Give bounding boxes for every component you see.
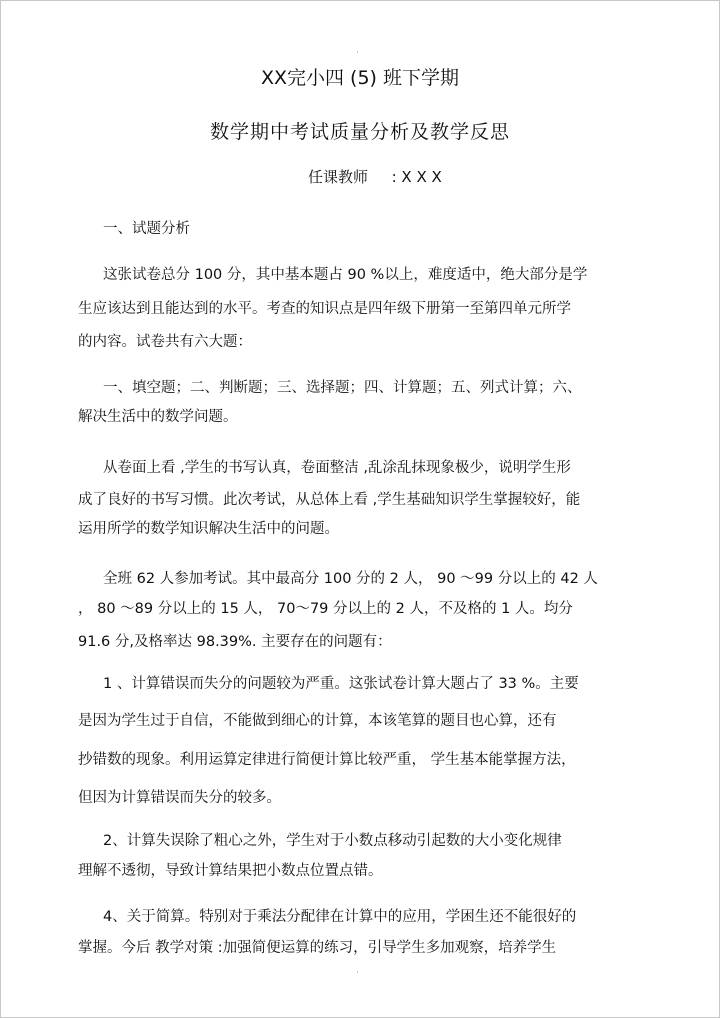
paragraph-line: 是因为学生过于自信，不能做到细心的计算，本该笔算的题目也心算，还有 xyxy=(78,713,557,729)
paragraph-line: 这张试卷总分 100 分，其中基本题占 90 %以上，难度适中，绝大部分是学 xyxy=(103,267,588,283)
teacher-label: 任课教师 xyxy=(308,168,369,186)
paragraph-line: 2、计算失误除了粗心之外，学生对于小数点移动引起数的大小变化规律 xyxy=(103,833,562,849)
section-heading: 一、试题分析 xyxy=(103,221,190,237)
paragraph-line: 的内容。试卷共有六大题： xyxy=(78,334,252,350)
paragraph-line: 91.6 分,及格率达 98.39%. 主要存在的问题有： xyxy=(78,634,392,650)
paragraph-line: 一、填空题；二、判断题；三、选择题；四、计算题；五、列式计算；六、 xyxy=(103,380,582,396)
document-subtitle: 数学期中考试质量分析及教学反思 xyxy=(209,121,510,143)
paragraph-line: 掌握。今后 教学对策 :加强简便运算的练习，引导学生多加观察，培养学生 xyxy=(78,940,557,956)
paragraph-line: 从卷面上看 ,学生的书写认真，卷面整洁 ,乱涂乱抹现象极少，说明学生形 xyxy=(103,460,571,476)
paragraph-line: 成了良好的书写习惯。此次考试，从总体上看 ,学生基础知识学生掌握较好，能 xyxy=(78,492,581,508)
page-mark-bottom: · xyxy=(356,968,359,978)
paragraph-line: 解决生活中的数学问题。 xyxy=(78,409,238,425)
paragraph-line: 全班 62 人参加考试。其中最高分 100 分的 2 人， 90 ～99 分以上的 42 人 xyxy=(103,571,598,587)
teacher-name: : X X X xyxy=(391,168,442,186)
paragraph-line: ， 80 ～89 分以上的 15 人， 70～79 分以上的 2 人，不及格的 1 人。均分 xyxy=(78,601,573,617)
paragraph-line: 4、关于简算。特别对于乘法分配律在计算中的应用，学困生还不能很好的 xyxy=(103,909,577,925)
page-mark-top: · xyxy=(356,48,359,58)
paragraph-line: 生应该达到且能达到的水平。考查的知识点是四年级下册第一至第四单元所学 xyxy=(78,301,571,317)
paragraph-line: 但因为计算错误而失分的较多。 xyxy=(78,790,281,806)
paragraph-line: 1 、计算错误而失分的问题较为严重。这张试卷计算大题占了 33 %。主要 xyxy=(103,676,579,692)
paragraph-line: 理解不透彻，导致计算结果把小数点位置点错。 xyxy=(78,863,383,879)
paragraph-line: 运用所学的数学知识解决生活中的问题。 xyxy=(78,521,339,537)
document-title: XX完小四 (5) 班下学期 xyxy=(260,67,460,89)
paragraph-line: 抄错数的现象。利用运算定律进行简便计算比较严重， 学生基本能掌握方法， xyxy=(78,752,576,768)
teacher-line xyxy=(308,166,442,188)
